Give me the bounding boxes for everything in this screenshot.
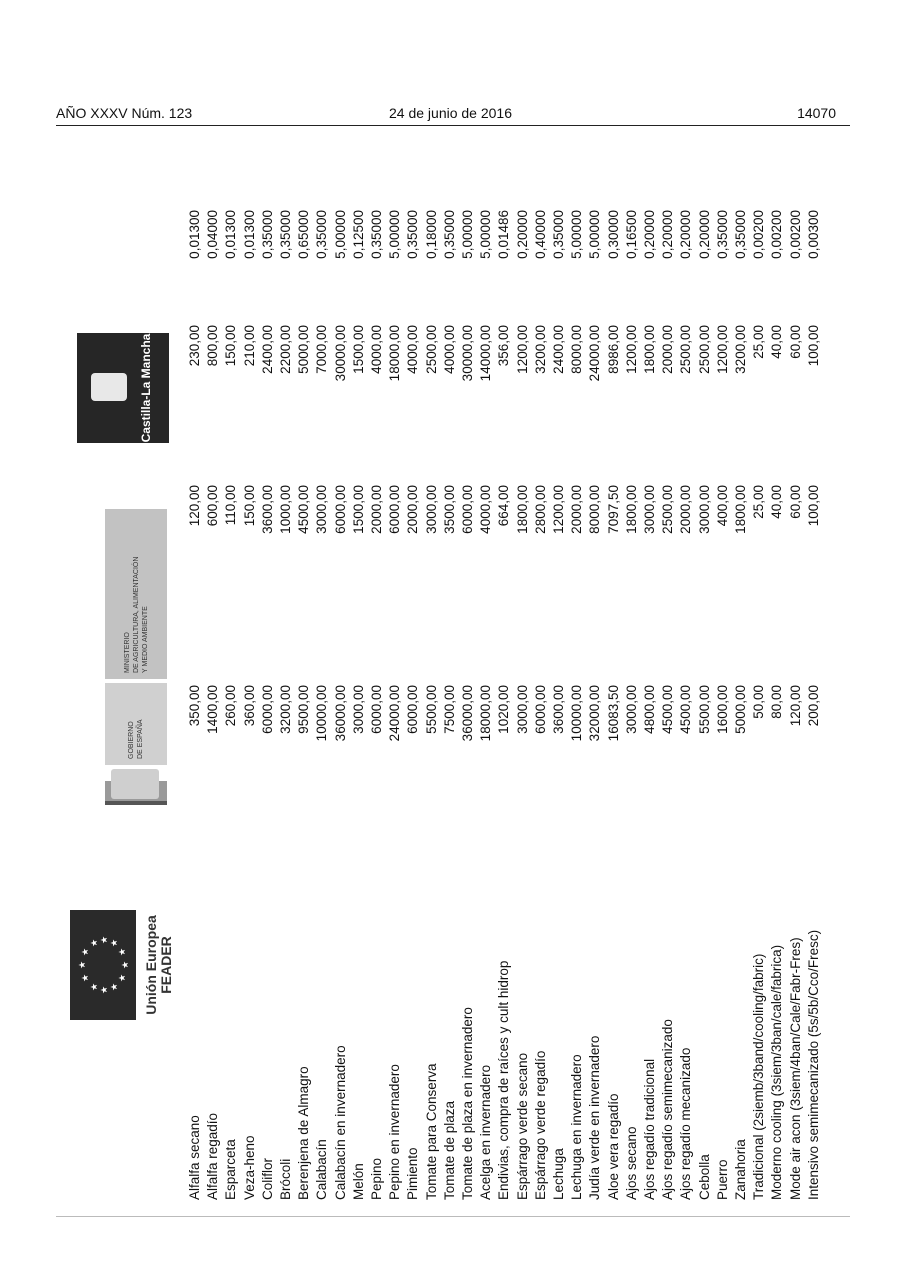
value-col2: 25,00	[751, 485, 767, 519]
crop-name: Acelga en invernadero	[478, 1064, 494, 1200]
value-col2: 2000,00	[678, 485, 694, 534]
ministerio-box	[105, 509, 167, 679]
value-col1: 5500,00	[696, 685, 712, 734]
crop-name: Alfalfa regadío	[205, 1112, 221, 1200]
table-row	[550, 130, 568, 1200]
value-col4: 0,35000	[314, 210, 330, 259]
value-col4: 0,18000	[423, 210, 439, 259]
value-col4: 5,00000	[332, 210, 348, 259]
value-col3: 1500,00	[350, 325, 366, 374]
value-col3: 2500,00	[678, 325, 694, 374]
value-col1: 360,00	[241, 685, 257, 727]
crop-name: Tomate para Conserva	[423, 1063, 439, 1200]
value-col3: 1800,00	[642, 325, 657, 374]
value-col3: 8000,00	[569, 325, 585, 374]
value-col3: 356,00	[496, 325, 512, 367]
value-col3: 60,00	[787, 325, 803, 359]
value-col4: 0,00200	[769, 210, 785, 259]
ministerio-line2: DE AGRICULTURA, ALIMENTACIÓN	[133, 556, 140, 673]
crop-name: Espárrago verde secano	[514, 1052, 530, 1200]
crop-name: Aloe vera regadío	[605, 1093, 621, 1200]
value-col1: 3000,00	[623, 685, 639, 734]
value-col2: 664,00	[496, 485, 512, 527]
value-col1: 16083,50	[605, 685, 621, 742]
page-header	[56, 103, 850, 126]
value-col4: 0,35000	[278, 210, 293, 259]
crop-name: Lechuga en invernadero	[569, 1054, 585, 1200]
value-col1: 6000,00	[405, 685, 421, 734]
value-col4: 0,35000	[551, 210, 566, 259]
value-col2: 6000,00	[387, 485, 403, 534]
value-col4: 0,01300	[241, 210, 257, 259]
value-col3: 8986,00	[605, 325, 621, 374]
crop-name: Ajos regadío mecanizado	[678, 1047, 694, 1200]
rotated-landscape-page	[60, 130, 821, 1200]
value-col4: 0,40000	[532, 210, 548, 259]
clm-emblem-icon	[91, 373, 127, 401]
crop-name: Ajos regadío semimecanizado	[660, 1019, 676, 1200]
value-col2: 150,00	[241, 485, 257, 527]
eu-flag-icon: ★ ★ ★ ★ ★ ★ ★ ★ ★ ★ ★ ★	[70, 910, 136, 1020]
gobierno-line2: DE ESPAÑA	[137, 719, 144, 759]
value-col1: 9500,00	[296, 685, 312, 734]
value-col2: 3600,00	[259, 485, 275, 534]
table-row	[514, 130, 532, 1200]
table-row	[186, 130, 204, 1200]
value-col2: 120,00	[187, 485, 202, 527]
value-col4: 0,00200	[751, 210, 767, 259]
value-col3: 4000,00	[369, 325, 384, 374]
footer-rule	[56, 1216, 850, 1217]
crop-name: Lechuga	[551, 1148, 566, 1200]
table-row	[805, 130, 823, 1200]
castilla-la-mancha-logo	[77, 333, 169, 443]
table-row	[677, 130, 695, 1200]
value-col3: 230,00	[187, 325, 202, 367]
value-col4: 0,20000	[678, 210, 694, 259]
value-col4: 0,35000	[369, 210, 384, 259]
value-col2: 2500,00	[660, 485, 676, 534]
gobierno-line1: GOBIERNO	[128, 721, 135, 759]
table-row	[350, 130, 368, 1200]
value-col3: 25,00	[751, 325, 767, 359]
value-col1: 50,00	[751, 685, 767, 719]
value-col1: 3600,00	[551, 685, 566, 734]
value-col2: 8000,00	[587, 485, 603, 534]
value-col4: 0,20000	[696, 210, 712, 259]
value-col2: 6000,00	[332, 485, 348, 534]
table-row	[495, 130, 513, 1200]
value-col2: 6000,00	[460, 485, 475, 534]
value-col2: 2000,00	[405, 485, 421, 534]
eu-logo-line1: Unión Europea	[143, 915, 159, 1015]
value-col4: 0,20000	[514, 210, 530, 259]
value-col2: 4500,00	[296, 485, 312, 534]
value-col3: 3200,00	[733, 325, 748, 374]
value-col1: 18000,00	[478, 685, 494, 742]
value-col2: 1800,00	[514, 485, 530, 534]
value-col1: 6000,00	[532, 685, 548, 734]
value-col4: 0,00200	[787, 210, 803, 259]
value-col4: 0,16500	[623, 210, 639, 259]
crop-name: Espárrago verde regadío	[532, 1050, 548, 1200]
crop-name: Esparceta	[223, 1139, 239, 1200]
table-row	[204, 130, 222, 1200]
value-col3: 24000,00	[587, 325, 603, 382]
clm-logo-text: Castilla-La Mancha	[139, 333, 153, 443]
value-col1: 10000,00	[569, 685, 585, 742]
issue-number: AÑO XXXV Núm. 123	[56, 105, 193, 121]
value-col3: 2400,00	[259, 325, 275, 374]
value-col2: 400,00	[714, 485, 730, 527]
value-col3: 2200,00	[278, 325, 293, 374]
crop-name: Puerro	[714, 1159, 730, 1200]
page-number: 14070	[797, 105, 836, 121]
value-col1: 1600,00	[714, 685, 730, 734]
value-col3: 2000,00	[660, 325, 676, 374]
value-col4: 5,00000	[387, 210, 403, 259]
value-col1: 260,00	[223, 685, 239, 727]
table-row	[259, 130, 277, 1200]
value-col2: 40,00	[769, 485, 785, 519]
value-col4: 5,00000	[569, 210, 585, 259]
table-row	[714, 130, 732, 1200]
crop-name: Melón	[350, 1163, 366, 1200]
value-col1: 24000,00	[387, 685, 403, 742]
crop-name: Berenjena de Almagro	[296, 1066, 312, 1200]
value-col2: 3500,00	[441, 485, 457, 534]
crop-name: Veza-heno	[241, 1135, 257, 1200]
value-col1: 4800,00	[642, 685, 657, 734]
table-row	[459, 130, 477, 1200]
value-col4: 5,00000	[460, 210, 475, 259]
crop-name: Coliflor	[259, 1157, 275, 1200]
value-col4: 0,01486	[496, 210, 512, 259]
value-col3: 2500,00	[423, 325, 439, 374]
value-col3: 1200,00	[714, 325, 730, 374]
value-col3: 30000,00	[460, 325, 475, 382]
value-col4: 0,01300	[223, 210, 239, 259]
value-col3: 7000,00	[314, 325, 330, 374]
value-col2: 3000,00	[314, 485, 330, 534]
crop-name: Moderno cooling (3siem/3ban/cale/fabrica)	[769, 944, 785, 1200]
value-col1: 80,00	[769, 685, 785, 719]
value-col1: 3000,00	[514, 685, 530, 734]
crop-name: Intensivo semimecanizado (5s/5b/Cco/Fresc)	[805, 929, 821, 1200]
value-col4: 0,65000	[296, 210, 312, 259]
value-col3: 100,00	[805, 325, 821, 367]
ministerio-line1: MINISTERIO	[124, 632, 131, 673]
value-col2: 1500,00	[350, 485, 366, 534]
value-col2: 2800,00	[532, 485, 548, 534]
value-col4: 0,00300	[805, 210, 821, 259]
value-col1: 32000,00	[587, 685, 603, 742]
value-col1: 6000,00	[259, 685, 275, 734]
value-col4: 5,00000	[478, 210, 494, 259]
coat-of-arms-icon	[111, 769, 159, 799]
table-row	[332, 130, 350, 1200]
flag-edge	[105, 801, 167, 805]
crop-name: Pepino en invernadero	[387, 1064, 403, 1200]
value-col3: 5000,00	[296, 325, 312, 374]
value-col2: 60,00	[787, 485, 803, 519]
table-row	[241, 130, 259, 1200]
value-col1: 3000,00	[350, 685, 366, 734]
crop-name: Brócoli	[278, 1158, 293, 1200]
table-row	[404, 130, 422, 1200]
value-col4: 0,35000	[405, 210, 421, 259]
value-col3: 40,00	[769, 325, 785, 359]
table-row	[586, 130, 604, 1200]
table-row	[441, 130, 459, 1200]
value-col2: 110,00	[223, 485, 239, 526]
value-col4: 0,20000	[642, 210, 657, 259]
crop-name: Calabacín	[314, 1139, 330, 1200]
table-row	[732, 130, 750, 1200]
value-col2: 3000,00	[696, 485, 712, 534]
value-col1: 4500,00	[660, 685, 676, 734]
eu-logo-text	[144, 910, 174, 1020]
value-col3: 210,00	[241, 325, 257, 367]
value-col2: 3000,00	[423, 485, 439, 534]
crop-name: Pimiento	[405, 1147, 421, 1200]
table-row	[368, 130, 386, 1200]
value-col4: 0,04000	[205, 210, 221, 259]
table-row	[750, 130, 768, 1200]
value-col1: 6000,00	[369, 685, 384, 734]
value-col3: 14000,00	[478, 325, 494, 382]
table-row	[295, 130, 313, 1200]
crop-name: Ajos secano	[623, 1126, 639, 1200]
value-col4: 0,30000	[605, 210, 621, 259]
table-row	[313, 130, 331, 1200]
crop-name: Endivias, compra de raíces y cult hidrop	[496, 960, 512, 1200]
value-col3: 150,00	[223, 325, 239, 367]
eu-feader-logo	[70, 910, 180, 1020]
value-col2: 600,00	[205, 485, 221, 527]
table-row	[641, 130, 659, 1200]
table-row	[787, 130, 805, 1200]
value-col2: 1000,00	[278, 485, 293, 534]
value-col3: 30000,00	[332, 325, 348, 382]
gobierno-ministerio-logo	[105, 505, 167, 805]
value-col3: 800,00	[205, 325, 221, 367]
table-row	[277, 130, 295, 1200]
value-col1: 7500,00	[441, 685, 457, 734]
value-col4: 0,35000	[441, 210, 457, 259]
value-col1: 120,00	[787, 685, 803, 727]
value-col1: 5500,00	[423, 685, 439, 734]
value-col2: 2000,00	[569, 485, 585, 534]
value-col3: 18000,00	[387, 325, 403, 382]
value-col2: 2000,00	[369, 485, 384, 534]
value-col3: 3200,00	[532, 325, 548, 374]
value-col1: 10000,00	[314, 685, 330, 742]
value-col2: 100,00	[805, 485, 821, 527]
crop-name: Pepino	[369, 1157, 384, 1200]
table-row	[768, 130, 786, 1200]
value-col1: 36000,00	[460, 685, 475, 742]
table-row	[222, 130, 240, 1200]
crop-name: Tradicional (2siemb/3band/cooling/fabric)	[751, 953, 767, 1200]
table-row	[623, 130, 641, 1200]
value-col1: 3200,00	[278, 685, 293, 734]
crop-name: Tomate de plaza en invernadero	[460, 1007, 475, 1200]
table-row	[477, 130, 495, 1200]
value-col2: 1800,00	[733, 485, 748, 534]
value-col4: 0,20000	[660, 210, 676, 259]
crop-name: Tomate de plaza	[441, 1100, 457, 1200]
eu-logo-line2: FEADER	[158, 936, 174, 994]
table-row	[386, 130, 404, 1200]
table-row	[568, 130, 586, 1200]
gobierno-box	[105, 683, 167, 765]
value-col2: 3000,00	[642, 485, 657, 534]
value-col3: 4000,00	[405, 325, 421, 374]
value-col2: 7097,50	[605, 485, 621, 534]
value-col4: 0,35000	[259, 210, 275, 259]
crop-name: Mode air acon (3siem/4ban/Cale/Fabr-Fres)	[787, 937, 803, 1200]
ministerio-line3: Y MEDIO AMBIENTE	[142, 606, 149, 673]
value-col3: 1200,00	[514, 325, 530, 374]
value-col1: 1400,00	[205, 685, 221, 734]
value-col1: 36000,00	[332, 685, 348, 742]
crop-name: Judía verde en invernadero	[587, 1035, 603, 1200]
value-col4: 5,00000	[587, 210, 603, 259]
value-col4: 0,35000	[733, 210, 748, 259]
crop-name: Alfalfa secano	[187, 1115, 202, 1200]
value-col1: 5000,00	[733, 685, 748, 734]
value-col3: 4000,00	[441, 325, 457, 374]
table-row	[605, 130, 623, 1200]
table-row	[423, 130, 441, 1200]
value-col4: 0,35000	[714, 210, 730, 259]
value-col1: 200,00	[805, 685, 821, 727]
table-row	[659, 130, 677, 1200]
crop-name: Zanahoria	[733, 1139, 748, 1200]
table-row	[532, 130, 550, 1200]
value-col3: 2400,00	[551, 325, 566, 374]
crop-name: Ajos regadío tradicional	[642, 1058, 657, 1200]
value-col2: 1200,00	[551, 485, 566, 534]
value-col4: 0,12500	[350, 210, 366, 259]
value-col2: 4000,00	[478, 485, 494, 534]
value-col3: 2500,00	[696, 325, 712, 374]
value-col3: 1200,00	[623, 325, 639, 374]
table-row	[696, 130, 714, 1200]
value-col4: 0,01300	[187, 210, 202, 259]
value-col1: 4500,00	[678, 685, 694, 734]
crop-name: Calabacín en invernadero	[332, 1045, 348, 1200]
crop-name: Cebolla	[696, 1154, 712, 1200]
value-col1: 350,00	[187, 685, 202, 727]
value-col2: 1800,00	[623, 485, 639, 534]
value-col1: 1020,00	[496, 685, 512, 734]
publication-date: 24 de junio de 2016	[389, 105, 512, 121]
